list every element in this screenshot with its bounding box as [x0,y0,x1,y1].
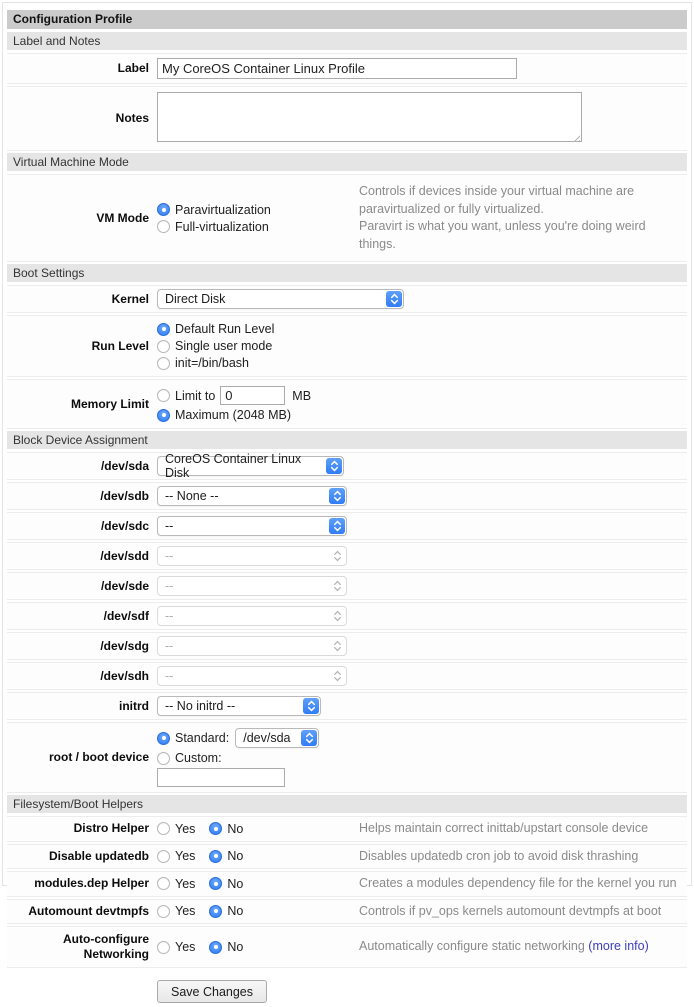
initrd-select[interactable]: -- No initrd -- [157,696,321,716]
memory-limit-input[interactable] [220,386,285,405]
radio-single-user-mode[interactable] [157,340,170,353]
root-device-standard-option[interactable]: Standard: /dev/sda [157,728,319,748]
automount-devtmpfs-label: Automount devtmpfs [7,904,157,919]
initrd-row [7,692,687,720]
label-input[interactable] [157,58,517,79]
select-stepper-icon [329,638,345,654]
root-boot-device-row [7,722,687,793]
distro-helper-row: Distro Helper Yes No Helps maintain correct inittab/upstart console device [7,816,687,842]
device-label-sdb: /dev/sdb [7,489,157,504]
vm-mode-option-paravirtualization[interactable]: Paravirtualization [157,203,271,217]
memory-limit-row [7,379,687,429]
section-block-device-assignment: Block Device Assignment [7,431,687,449]
device-row-sdb [7,482,687,510]
disable-updatedb-help: Disables updatedb cron job to avoid disk thrashing [359,848,687,866]
disable-updatedb-row: Disable updatedb Yes No Disables updatedb cron job to avoid disk thrashing [7,844,687,870]
select-stepper-icon [329,608,345,624]
device-select-sdd: -- [157,546,347,566]
select-stepper-icon [329,548,345,564]
radio-init-bin-bash[interactable] [157,357,170,370]
automount-devtmpfs-row: Automount devtmpfs Yes No Controls if pv_ops kernels automount devtmpfs at boot [7,899,687,925]
memory-limit-label: Memory Limit [7,397,157,412]
radio-custom-root[interactable] [157,752,170,765]
notes-row [7,86,687,151]
radio-limit-to[interactable] [157,389,170,402]
radio-automount-devtmpfs-no[interactable] [209,905,222,918]
device-row-sdf [7,602,687,630]
save-row [7,976,687,1007]
device-label-sde: /dev/sde [7,579,157,594]
auto-configure-networking-help: Automatically configure static networking (more info) [359,938,687,956]
radio-distro-helper-no[interactable] [209,822,222,835]
section-virtual-machine-mode: Virtual Machine Mode [7,153,687,171]
distro-helper-label: Distro Helper [7,821,157,836]
kernel-select[interactable] [157,289,404,309]
device-select-sdc[interactable]: -- [157,516,347,536]
vm-mode-label: VM Mode [7,211,157,226]
initrd-label: initrd [7,699,157,714]
page-title: Configuration Profile [7,10,687,29]
device-label-sdd: /dev/sdd [7,549,157,564]
memory-limit-option[interactable]: Limit to 0 MB [157,386,311,405]
standard-root-select[interactable]: /dev/sda [235,728,319,748]
configuration-profile-page [2,2,692,886]
auto-configure-networking-row: Auto-configure Networking Yes No Automatically configure static networking (more info) [7,926,687,968]
label-row [7,53,687,84]
run-level-option-init-bash[interactable]: init=/bin/bash [157,356,274,370]
radio-modules-dep-yes[interactable] [157,877,170,890]
custom-root-input[interactable] [157,768,285,787]
radio-paravirtualization[interactable] [157,203,170,216]
select-stepper-icon [301,730,317,746]
device-select-sdf: -- [157,606,347,626]
section-label-and-notes: Label and Notes [7,32,687,50]
run-level-option-default[interactable]: Default Run Level [157,322,274,336]
device-row-sde [7,572,687,600]
modules-dep-helper-help: Creates a modules dependency file for the kernel you run [359,875,687,893]
device-select-sda[interactable]: CoreOS Container Linux Disk [157,456,344,476]
notes-textarea[interactable] [157,92,582,142]
run-level-option-single-user[interactable]: Single user mode [157,339,274,353]
select-stepper-icon [386,291,402,307]
radio-auto-networking-no[interactable] [209,941,222,954]
device-row-sdg [7,632,687,660]
device-row-sdh [7,662,687,690]
auto-configure-networking-label: Auto-configure Networking [7,932,157,962]
section-boot-settings: Boot Settings [7,264,687,282]
vm-mode-row [7,174,687,262]
radio-modules-dep-no[interactable] [209,877,222,890]
select-stepper-icon [326,458,342,474]
device-label-sdh: /dev/sdh [7,669,157,684]
device-label-sda: /dev/sda [7,459,157,474]
section-filesystem-boot-helpers: Filesystem/Boot Helpers [7,795,687,813]
root-device-custom-option[interactable]: Custom: [157,751,319,765]
device-row-sdc [7,512,687,540]
automount-devtmpfs-help: Controls if pv_ops kernels automount devtmpfs at boot [359,903,687,921]
radio-distro-helper-yes[interactable] [157,822,170,835]
radio-disable-updatedb-yes[interactable] [157,850,170,863]
more-info-link[interactable]: (more info) [588,939,648,953]
modules-dep-helper-row: modules.dep Helper Yes No Creates a modules dependency file for the kernel you run [7,871,687,897]
select-stepper-icon [303,698,319,714]
radio-disable-updatedb-no[interactable] [209,850,222,863]
save-changes-button[interactable]: Save Changes [157,980,267,1003]
radio-automount-devtmpfs-yes[interactable] [157,905,170,918]
kernel-select-value: Direct Disk [165,292,225,306]
vm-mode-help: Controls if devices inside your virtual machine are paravirtualized or fully virtualized. Paravirt is what you want, unless you're doing weird things. [359,183,687,253]
disable-updatedb-label: Disable updatedb [7,849,157,864]
kernel-label: Kernel [7,292,157,307]
run-level-label: Run Level [7,339,157,354]
radio-maximum-memory[interactable] [157,409,170,422]
select-stepper-icon [329,578,345,594]
distro-helper-help: Helps maintain correct inittab/upstart console device [359,820,687,838]
select-stepper-icon [329,488,345,504]
device-label-sdc: /dev/sdc [7,519,157,534]
device-label-sdf: /dev/sdf [7,609,157,624]
notes-field-label: Notes [7,111,157,126]
device-row-sdd [7,542,687,570]
radio-auto-networking-yes[interactable] [157,941,170,954]
select-stepper-icon [329,518,345,534]
label-field-label: Label [7,61,157,76]
device-select-sdh: -- [157,666,347,686]
run-level-row [7,315,687,377]
kernel-row [7,285,687,313]
device-select-sdg: -- [157,636,347,656]
device-label-sdg: /dev/sdg [7,639,157,654]
vm-mode-option-full-virtualization[interactable]: Full-virtualization [157,220,271,234]
device-select-sdb[interactable]: -- None -- [157,486,347,506]
select-stepper-icon [329,668,345,684]
radio-default-run-level[interactable] [157,323,170,336]
radio-standard-root[interactable] [157,732,170,745]
root-boot-device-label: root / boot device [7,750,157,765]
device-row-sda [7,452,687,480]
device-select-sde: -- [157,576,347,596]
modules-dep-helper-label: modules.dep Helper [7,876,157,891]
memory-maximum-option[interactable]: Maximum (2048 MB) [157,408,311,422]
memory-unit-label: MB [292,389,311,403]
radio-full-virtualization[interactable] [157,220,170,233]
